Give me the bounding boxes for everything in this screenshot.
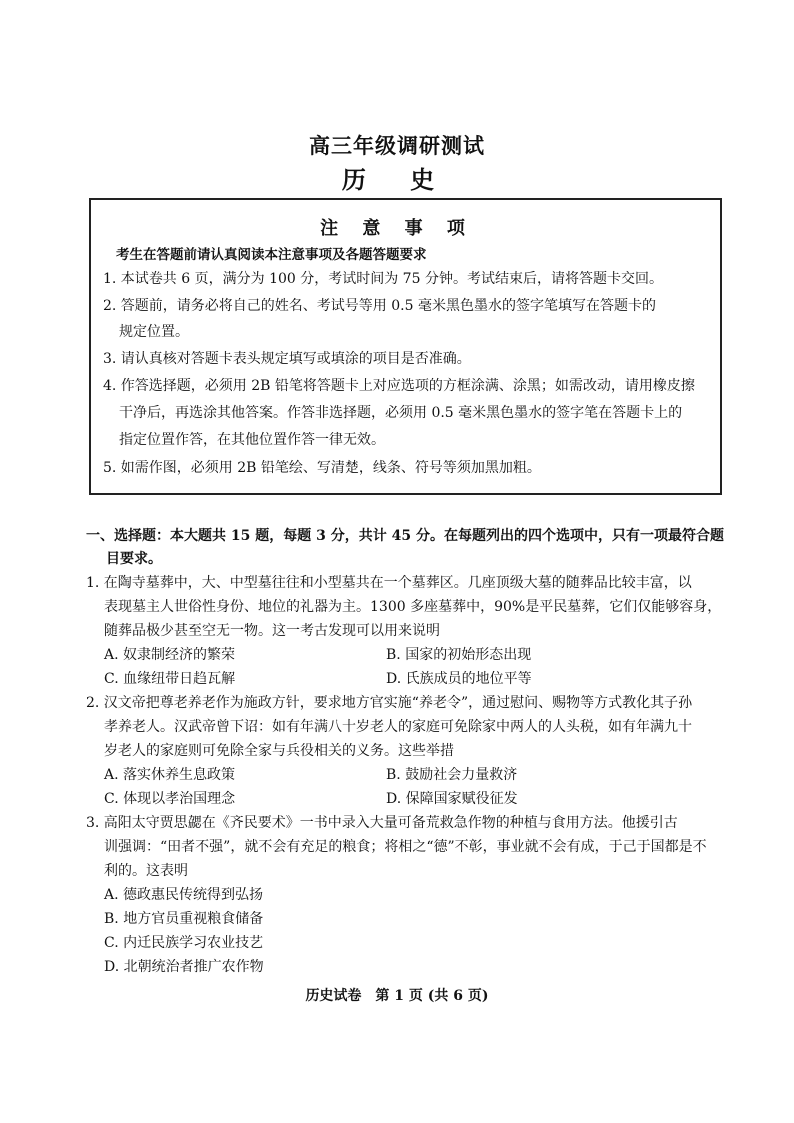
notice-heading: 注 意 事 项 xyxy=(320,218,474,239)
notice-line: 指定位置作答，在其他位置作答一律无效。 xyxy=(119,432,385,448)
notice-line: 4. 作答选择题，必须用 2B 铅笔将答题卡上对应选项的方框涂满、涂黑；如需改动，请用橡皮擦 xyxy=(103,378,695,394)
question-1-stem: 表现墓主人世俗性身份、地位的礼器为主。1300 多座墓葬中，90%是平民墓葬，它们仅能够容身， xyxy=(104,599,722,615)
notice-line: 2. 答题前，请务必将自己的姓名、考试号等用 0.5 毫米黑色墨水的签字笔填写在答题卡的 xyxy=(103,298,656,314)
subject-title: 历 史 xyxy=(341,165,453,194)
question-2-option-c: C. 体现以孝治国理念 xyxy=(104,791,236,807)
question-3-stem: 训强调：“田者不强”，就不会有充足的粮食；将相之“德”不彰，事业就不会有成，于己于国都是不 xyxy=(104,839,707,855)
question-3-option-d: D. 北朝统治者推广农作物 xyxy=(104,959,264,975)
notice-line: 规定位置。 xyxy=(119,324,189,340)
notice-line: 3. 请认真核对答题卡表头规定填写或填涂的项目是否准确。 xyxy=(103,351,471,367)
notice-subheading: 考生在答题前请认真阅读本注意事项及各题答题要求 xyxy=(116,247,427,263)
question-2-option-b: B. 鼓励社会力量救济 xyxy=(386,767,518,783)
notice-line: 1. 本试卷共 6 页，满分为 100 分，考试时间为 75 分钟。考试结束后，请将答题卡交回。 xyxy=(103,271,663,287)
page-footer: 历史试卷 第 1 页 (共 6 页) xyxy=(305,988,489,1004)
section-heading: 一、选择题：本大题共 15 题，每题 3 分，共计 45 分。在每题列出的四个选项中，只有一项最符合题 xyxy=(86,528,724,544)
question-2-option-d: D. 保障国家赋役征发 xyxy=(386,791,518,807)
section-heading-cont: 目要求。 xyxy=(106,551,162,567)
notice-line: 干净后，再选涂其他答案。作答非选择题，必须用 0.5 毫米黑色墨水的签字笔在答题卡上的 xyxy=(119,405,683,421)
question-3-option-b: B. 地方官员重视粮食储备 xyxy=(104,911,264,927)
question-1-option-d: D. 氏族成员的地位平等 xyxy=(386,671,532,687)
question-3-option-c: C. 内迁民族学习农业技艺 xyxy=(104,935,264,951)
question-2-stem: 2. 汉文帝把尊老养老作为施政方针，要求地方官实施“养老令”，通过慰问、赐物等方式教化其子孙 xyxy=(86,695,693,711)
question-1-stem: 1. 在陶寺墓葬中，大、中型墓往往和小型墓共在一个墓葬区。几座顶级大墓的随葬品比较丰富，以 xyxy=(86,575,692,591)
question-3-option-a: A. 德政惠民传统得到弘扬 xyxy=(104,887,264,903)
exam-title: 高三年级调研测试 xyxy=(309,133,485,158)
question-3-stem: 3. 高阳太守贾思勰在《齐民要术》一书中录入大量可备荒救急作物的种植与食用方法。他援引古 xyxy=(86,815,678,831)
question-2-stem: 岁老人的家庭则可免除全家与兵役相关的义务。这些举措 xyxy=(104,743,454,759)
question-1-option-b: B. 国家的初始形态出现 xyxy=(386,647,532,663)
question-3-stem: 利的。这表明 xyxy=(104,863,188,879)
question-1-stem: 随葬品极少甚至空无一物。这一考古发现可以用来说明 xyxy=(104,623,440,639)
question-2-stem: 孝养老人。汉武帝曾下诏：如有年满八十岁老人的家庭可免除家中两人的人头税，如有年满九十 xyxy=(104,719,692,735)
notice-line: 5. 如需作图，必须用 2B 铅笔绘、写清楚，线条、符号等须加黑加粗。 xyxy=(103,460,541,476)
question-1-option-a: A. 奴隶制经济的繁荣 xyxy=(104,647,236,663)
question-1-option-c: C. 血缘纽带日趋瓦解 xyxy=(104,671,236,687)
question-2-option-a: A. 落实休养生息政策 xyxy=(104,767,236,783)
